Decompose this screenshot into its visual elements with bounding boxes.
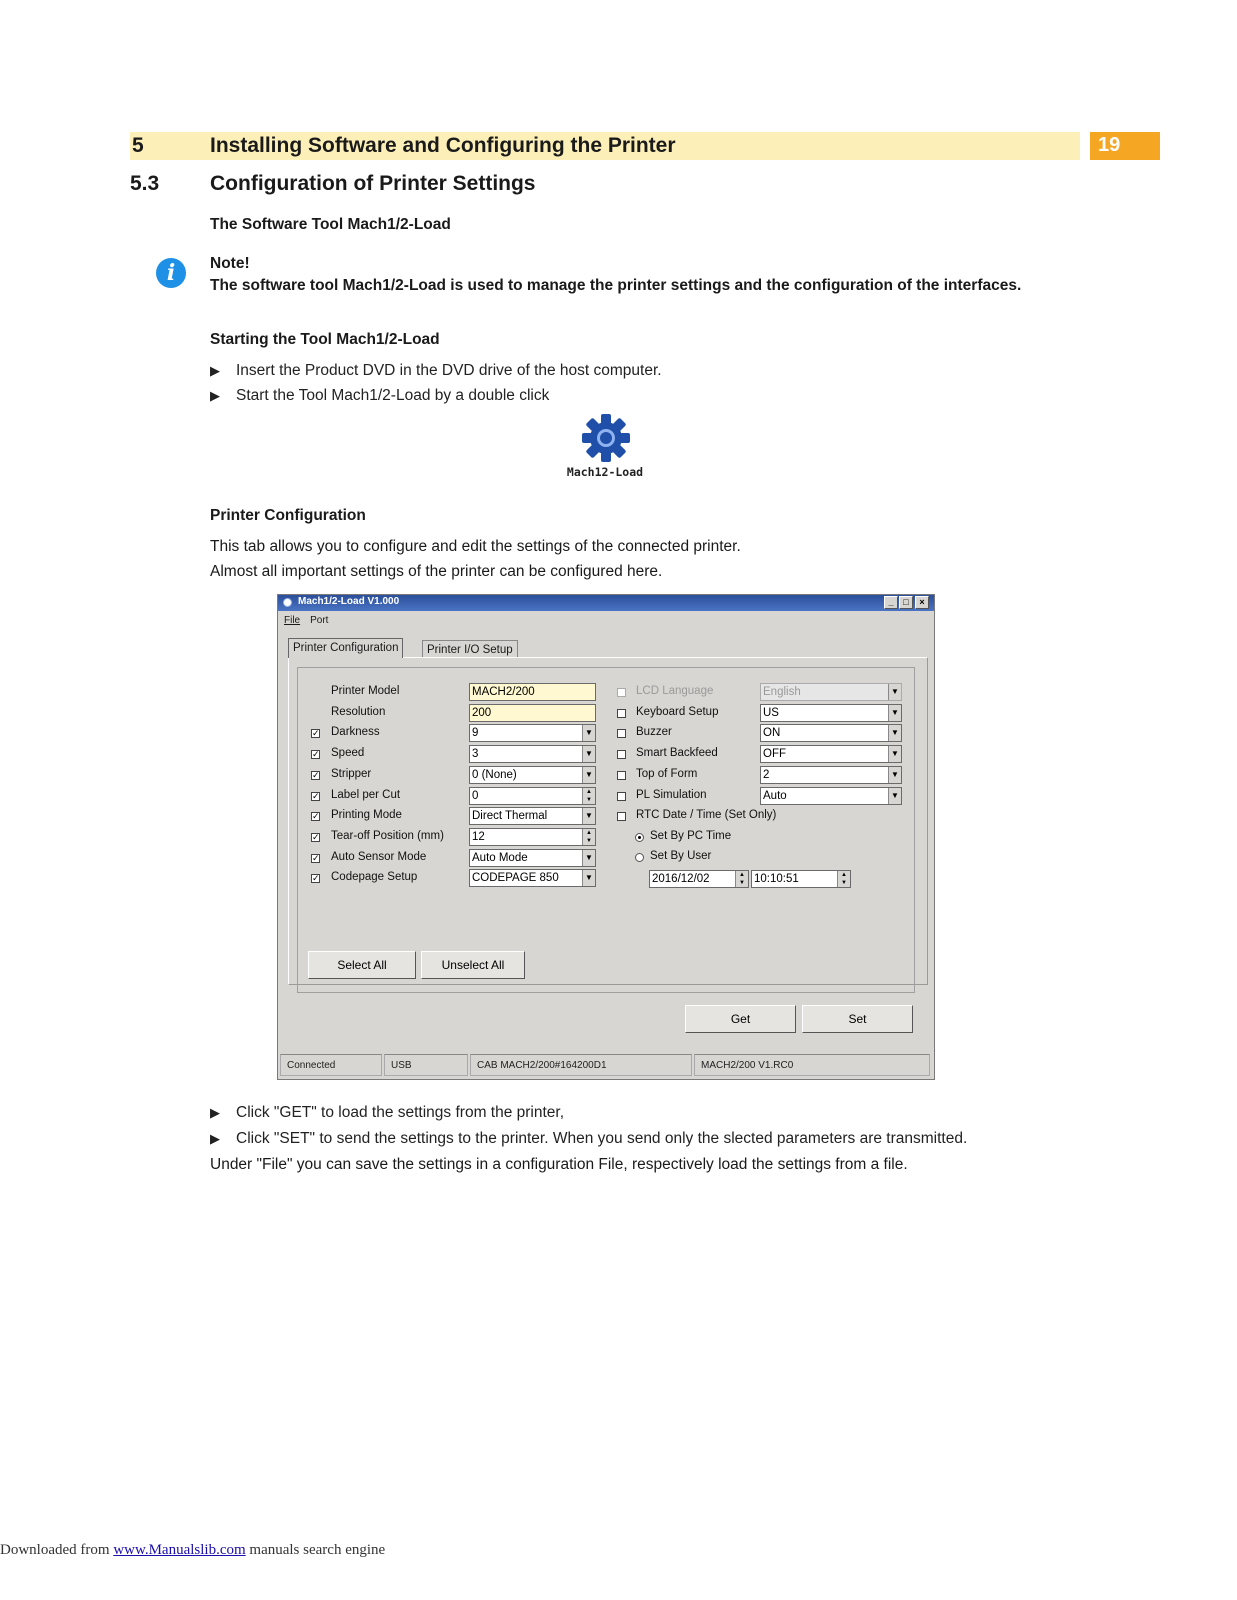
date-value: 2016/12/02: [652, 873, 710, 885]
app-icon: [283, 598, 292, 607]
row-checkbox[interactable]: ✓: [312, 873, 320, 883]
list-item: ▶ Click "SET" to send the settings to the printer. When you send only the slected parameters are transmitted.: [210, 1130, 968, 1147]
close-button[interactable]: ×: [915, 596, 929, 609]
chapter-number: 5: [132, 134, 144, 157]
row-label: Buzzer: [636, 726, 672, 738]
dropdown-field[interactable]: [760, 704, 902, 722]
field-value: Direct Thermal: [472, 810, 548, 822]
info-icon: i: [156, 258, 186, 288]
text-field[interactable]: [469, 683, 596, 701]
row-label: Stripper: [331, 768, 372, 780]
field-value: 2: [763, 769, 770, 781]
time-value: 10:10:51: [754, 873, 799, 885]
time-spinner[interactable]: ▲ ▼: [837, 871, 850, 887]
field-value: Auto: [763, 790, 787, 802]
menu-port[interactable]: Port: [310, 615, 329, 626]
get-button[interactable]: Get: [685, 1005, 796, 1033]
row-checkbox[interactable]: [617, 771, 626, 780]
printer-config-heading: Printer Configuration: [210, 507, 366, 524]
chevron-down-icon[interactable]: ▼: [582, 767, 595, 783]
chevron-down-icon[interactable]: ▼: [582, 808, 595, 824]
field-value: Auto Mode: [472, 852, 528, 864]
row-checkbox[interactable]: [617, 792, 626, 801]
tab-printer-configuration[interactable]: Printer Configuration: [288, 638, 403, 658]
app-icon-label: Mach12-Load: [566, 465, 644, 479]
dropdown-field[interactable]: [469, 849, 596, 867]
footer-prefix: Downloaded from: [0, 1542, 114, 1558]
field-value: 0 (None): [472, 769, 517, 781]
set-by-pc-radio[interactable]: [635, 833, 644, 842]
dropdown-field[interactable]: [760, 745, 902, 763]
row-label: Darkness: [331, 726, 380, 738]
status-printer-id: CAB MACH2/200#164200D1: [470, 1054, 692, 1076]
note-title: Note!: [210, 255, 250, 272]
footer: [0, 1542, 385, 1559]
time-field[interactable]: [751, 870, 851, 888]
dropdown-field[interactable]: [760, 766, 902, 784]
field-value: MACH2/200: [472, 686, 535, 698]
field-value: OFF: [763, 748, 786, 760]
field-value: 200: [472, 707, 492, 719]
list-item: ▶ Click "GET" to load the settings from the printer,: [210, 1104, 565, 1121]
chevron-down-icon[interactable]: ▼: [582, 725, 595, 741]
set-by-user-label: Set By User: [650, 850, 712, 862]
section-number: 5.3: [130, 172, 160, 195]
menu-bar: [284, 615, 338, 626]
list-item: ▶ Start the Tool Mach1/2-Load by a double click: [210, 387, 550, 404]
row-label: Speed: [331, 747, 365, 759]
tab-printer-io-setup[interactable]: Printer I/O Setup: [422, 640, 518, 658]
spinner-arrows[interactable]: ▲ ▼: [582, 829, 595, 845]
status-connection: Connected: [280, 1054, 382, 1076]
field-value: 0: [472, 790, 479, 802]
section-title: Configuration of Printer Settings: [210, 172, 536, 195]
field-value: 12: [472, 831, 485, 843]
row-label: LCD Language: [636, 685, 714, 697]
chapter-title: Installing Software and Configuring the Printer: [210, 134, 676, 157]
status-port: USB: [384, 1054, 468, 1076]
row-checkbox[interactable]: [617, 750, 626, 759]
paragraph: Almost all important settings of the printer can be configured here.: [210, 563, 663, 580]
software-tool-heading: The Software Tool Mach1/2-Load: [210, 216, 451, 233]
paragraph: This tab allows you to configure and edit the settings of the connected printer.: [210, 538, 741, 555]
field-value: US: [763, 707, 779, 719]
chevron-down-icon[interactable]: ▼: [582, 870, 595, 886]
set-by-pc-label: Set By PC Time: [650, 830, 732, 842]
footer-link[interactable]: www.Manualslib.com: [113, 1542, 246, 1558]
field-value: 9: [472, 727, 479, 739]
maximize-button[interactable]: □: [899, 596, 913, 609]
row-checkbox[interactable]: ✓: [312, 791, 320, 801]
row-checkbox[interactable]: [617, 709, 626, 718]
text-field[interactable]: [469, 704, 596, 722]
row-label: Top of Form: [636, 768, 698, 780]
row-checkbox[interactable]: ✓: [312, 832, 320, 842]
row-label: Smart Backfeed: [636, 747, 718, 759]
unselect-all-button[interactable]: Unselect All: [421, 951, 525, 979]
menu-file[interactable]: File: [284, 615, 301, 626]
window-title: Mach1/2-Load V1.000: [298, 596, 400, 607]
field-value: ON: [763, 727, 781, 739]
dropdown-field[interactable]: [469, 807, 596, 825]
dropdown-field[interactable]: [760, 787, 902, 805]
row-checkbox[interactable]: ✓: [312, 853, 320, 863]
row-label: Resolution: [331, 706, 386, 718]
footer-suffix: manuals search engine: [245, 1542, 386, 1558]
gear-icon[interactable]: [578, 410, 634, 466]
status-firmware: MACH2/200 V1.RC0: [694, 1054, 930, 1076]
row-checkbox[interactable]: ✓: [312, 811, 320, 821]
field-value: CODEPAGE 850: [472, 872, 559, 884]
dropdown-field[interactable]: [469, 745, 596, 763]
date-field[interactable]: [649, 870, 749, 888]
page-number: 19: [1098, 134, 1121, 156]
set-button[interactable]: Set: [802, 1005, 913, 1033]
row-checkbox[interactable]: ✓: [312, 749, 320, 759]
file-note: Under "File" you can save the settings in a configuration File, respectively load the settings from a file.: [210, 1156, 908, 1173]
dropdown-field[interactable]: [760, 683, 902, 701]
row-checkbox[interactable]: [617, 729, 626, 738]
field-value: 3: [472, 748, 479, 760]
set-by-user-radio[interactable]: [635, 853, 644, 862]
dropdown-field[interactable]: [469, 724, 596, 742]
row-label: Tear-off Position (mm): [331, 830, 444, 842]
row-checkbox[interactable]: ✓: [312, 728, 320, 738]
dropdown-field[interactable]: [760, 724, 902, 742]
row-label: Keyboard Setup: [636, 706, 719, 718]
dropdown-field[interactable]: [469, 869, 596, 887]
row-label: PL Simulation: [636, 789, 707, 801]
app-window: [277, 594, 935, 1080]
starting-heading: Starting the Tool Mach1/2-Load: [210, 331, 440, 348]
field-value: English: [763, 686, 801, 698]
row-checkbox[interactable]: [617, 688, 626, 697]
title-bar: [278, 595, 934, 611]
row-label: Printing Mode: [331, 809, 402, 821]
chevron-down-icon[interactable]: ▼: [888, 746, 901, 762]
chevron-down-icon[interactable]: ▼: [582, 746, 595, 762]
dropdown-field[interactable]: [469, 766, 596, 784]
note-text: The software tool Mach1/2-Load is used to manage the printer settings and the configuration of the interfaces.: [210, 277, 1022, 294]
list-item: ▶ Insert the Product DVD in the DVD drive of the host computer.: [210, 362, 662, 379]
chevron-down-icon[interactable]: ▼: [888, 788, 901, 804]
rtc-checkbox[interactable]: [617, 812, 626, 821]
row-label: Printer Model: [331, 685, 400, 697]
row-label: Codepage Setup: [331, 871, 418, 883]
spin-field[interactable]: [469, 787, 596, 805]
chevron-down-icon[interactable]: ▼: [888, 725, 901, 741]
rtc-label: RTC Date / Time (Set Only): [636, 809, 777, 821]
row-label: Label per Cut: [331, 789, 401, 801]
date-spinner[interactable]: ▲ ▼: [735, 871, 748, 887]
spinner-arrows[interactable]: ▲ ▼: [582, 788, 595, 804]
select-all-button[interactable]: Select All: [308, 951, 416, 979]
chevron-down-icon[interactable]: ▼: [888, 767, 901, 783]
chevron-down-icon[interactable]: ▼: [888, 705, 901, 721]
chevron-down-icon[interactable]: ▼: [888, 684, 901, 700]
chevron-down-icon[interactable]: ▼: [582, 850, 595, 866]
row-label: Auto Sensor Mode: [331, 851, 427, 863]
spin-field[interactable]: [469, 828, 596, 846]
row-checkbox[interactable]: ✓: [312, 770, 320, 780]
minimize-button[interactable]: _: [884, 596, 898, 609]
